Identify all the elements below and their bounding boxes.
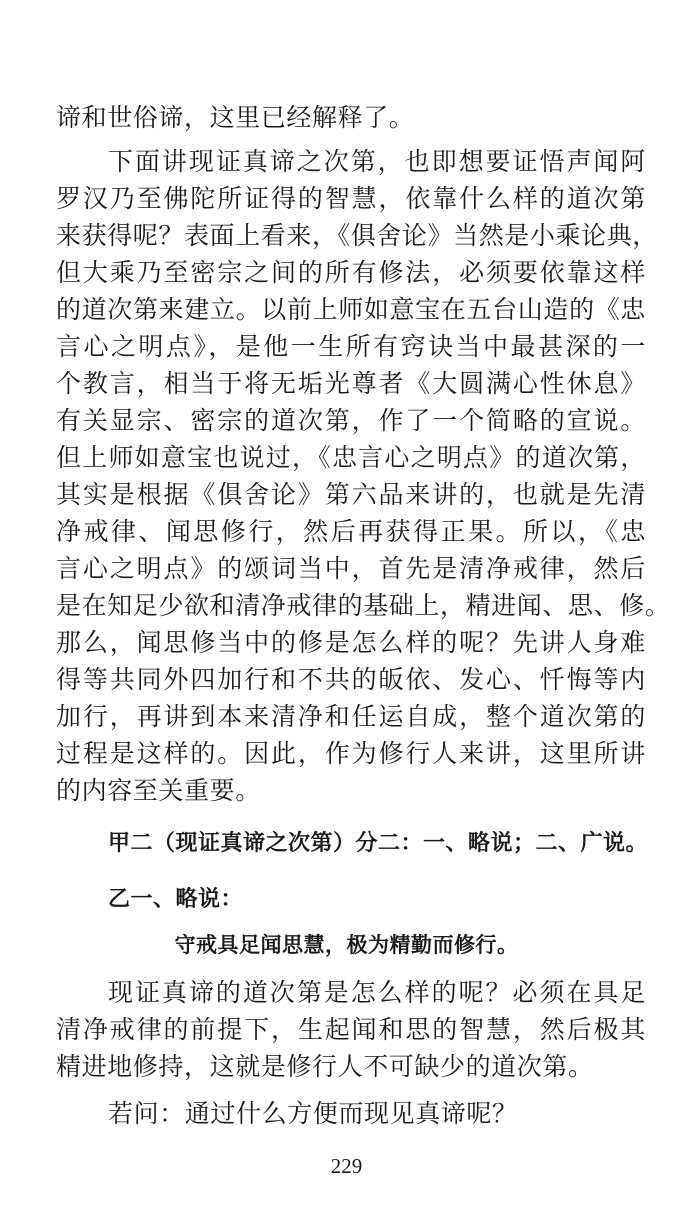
paragraph-2-line-8: 有关显宗、密宗的道次第，作了一个简略的宣说。 xyxy=(56,406,646,435)
paragraph-3-line-1: 现证真谛的道次第是怎么样的呢？必须在具足 xyxy=(108,978,646,1007)
paragraph-2-line-3: 来获得呢？表面上看来，《俱舍论》当然是小乘论典， xyxy=(56,221,658,250)
paragraph-2-line-7: 个教言，相当于将无垢光尊者《大圆满心性休息》 xyxy=(56,369,646,398)
paragraph-2-line-12: 言心之明点》的颂词当中，首先是清净戒律，然后 xyxy=(56,554,646,583)
paragraph-2-line-5: 的道次第来建立。以前上师如意宝在五台山造的《忠 xyxy=(56,295,646,324)
paragraph-4-line-1: 若问：通过什么方便而现见真谛呢？ xyxy=(108,1099,518,1128)
paragraph-2-line-18: 的内容至关重要。 xyxy=(56,776,261,805)
paragraph-2-line-17: 过程是这样的。因此，作为修行人来讲，这里所讲 xyxy=(56,739,646,768)
paragraph-2-line-10: 其实是根据《俱舍论》第六品来讲的，也就是先清 xyxy=(56,480,646,509)
paragraph-2-line-1: 下面讲现证真谛之次第，也即想要证悟声闻阿 xyxy=(108,147,646,176)
paragraph-3-line-2: 清净戒律的前提下，生起闻和思的智慧，然后极其 xyxy=(56,1015,646,1044)
paragraph-2-line-4: 但大乘乃至密宗之间的所有修法，必须要依靠这样 xyxy=(56,258,646,287)
paragraph-2-line-15: 得等共同外四加行和不共的皈依、发心、忏悔等内 xyxy=(56,665,646,694)
paragraph-2-line-13: 是在知足少欲和清净戒律的基础上，精进闻、思、修。 xyxy=(56,591,671,620)
subsection-heading: 乙一、略说： xyxy=(108,887,244,912)
paragraph-2-line-2: 罗汉乃至佛陀所证得的智慧，依靠什么样的道次第 xyxy=(56,184,646,213)
paragraph-2-line-16: 加行，再讲到本来清净和任运自成，整个道次第的 xyxy=(56,702,646,731)
paragraph-2-line-9: 但上师如意宝也说过，《忠言心之明点》的道次第， xyxy=(56,443,646,472)
page-number: 229 xyxy=(330,1154,363,1178)
paragraph-2-line-14: 那么，闻思修当中的修是怎么样的呢？先讲人身难 xyxy=(56,628,646,657)
paragraph-1-line-1: 谛和世俗谛，这里已经解释了。 xyxy=(56,103,415,132)
paragraph-2-line-11: 净戒律、闻思修行，然后再获得正果。所以，《忠 xyxy=(56,517,646,546)
root-verse: 守戒具足闻思慧，极为精勤而修行。 xyxy=(174,933,519,957)
section-heading: 甲二（现证真谛之次第）分二：一、略说；二、广说。 xyxy=(108,831,649,856)
paragraph-2-line-6: 言心之明点》，是他一生所有窍诀当中最甚深的一 xyxy=(56,332,646,361)
paragraph-3-line-3: 精进地修持，这就是修行人不可缺少的道次第。 xyxy=(56,1052,594,1081)
